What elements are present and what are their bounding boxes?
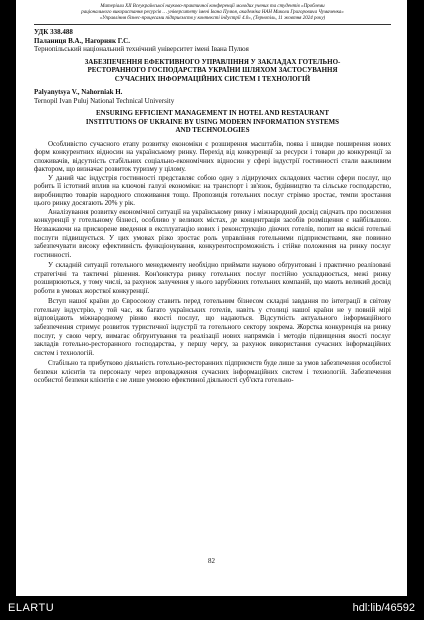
title-uk-line: СУЧАСНИХ ІНФОРМАЦІЙНИХ СИСТЕМ І ТЕХНОЛОГІЙ xyxy=(114,74,311,83)
title-en-line: ENSURING EFFICIENT MANAGEMENT IN HOTEL AND RESTAURANT xyxy=(96,109,329,117)
title-uk-line: РЕСТОРАННОГО ГОСПОДАРСТВА УКРАЇНИ ШЛЯХОМ ЗАСТОСУВАННЯ xyxy=(87,66,338,74)
title-en xyxy=(38,109,387,135)
affiliation-uk: Тернопільський національний технічний університет імені Івана Пулюя xyxy=(34,45,249,53)
body-paragraph: Стабільно та прибутково діяльність готельно-ресторанних підприємств буде лише за умов забезпечення особистої безпеки клієнтів та персоналу через впровадження сучасних інформаційних систем і технологій. Забезпечення особистої безпеки клієнтів є не лише умовою ефективної діяльності суб'єкта готельно- xyxy=(34,359,391,385)
paper-page xyxy=(16,0,407,596)
title-uk-line: ЗАБЕЗПЕЧЕННЯ ЕФЕКТИВНОГО УПРАВЛІННЯ У ЗАКЛАДАХ ГОТЕЛЬНО- xyxy=(84,57,341,66)
handle-identifier: hdl:lib/46592 xyxy=(352,602,415,614)
repository-footer xyxy=(0,596,424,620)
banner-line: Матеріали XII Всеукраїнської науково-практичної конференції молодих учених та студентів «Проблеми xyxy=(100,4,325,9)
conference-banner xyxy=(34,4,391,25)
banner-line: «Управління бізнес-процесами підприємств у контексті індустрії 4.0», (Тернопіль, 11 жовтня 2024 року) xyxy=(99,16,326,21)
repository-name: ELARTU xyxy=(8,602,55,614)
banner-line: раціонального використання ресурсів … університету імені Івана Пулюя, академіка НАН Миколи Григоровича Чумаченка» xyxy=(81,10,344,15)
affiliation-en: Ternopil Ivan Puluj National Technical University xyxy=(34,96,175,105)
body-paragraph: Аналізування розвитку економічної ситуації на українському ринку і міжнародний досвід свідчать про посилення конкуренції у готельному бізнесі, особливо у великих містах, де концентрація засобів розміщення є найбільшою. Незважаючи на прискорене введення в експлуатацію нових і реконструкцію діючих готелів, попит на якісні готельні послуги підвищується. У цих умовах різко зростає роль управління готельними підприємствами, яке повинно забезпечувати високу ефективність функціонування, конкурентоспроможність і стійке положення на ринку послуг гостинності. xyxy=(34,207,391,259)
body-paragraph: У даний час індустрія гостинності представляє собою одну з лідируючих складових частин сфери послуг, що робить її істотний вплив на ключові галузі економіки: на транспорт і зв'язок, будівництво та сільське господарство, виробництво товарів народного споживання тощо. Пропозиція готельних послуг стрімко зростає, темпи зростання цього ринку досягають 20% у рік. xyxy=(34,173,391,208)
body-paragraph: У складній ситуації готельного менеджменту необхідно приймати науково обґрунтовані і практично реалізовані стратегічні та тактичні рішення. Кон'юнктура ринку готельних послуг постійно ускладнюється, межі ринку розширюються, у тому числі, за рахунок залучення у нього зарубіжних готельних компаній, що мають великий досвід роботи в умовах жорсткої конкуренції. xyxy=(34,261,391,295)
body-paragraph: Особливістю сучасного етапу розвитку економіки є розширення масштабів, поява і швидке поширення нових форм конкурентних відносин на українському ринку. Перехід від конкуренції за ресурси і товари до конкуренції за споживачів, відсутність стабільних соціально-економічних відносин у сфері індустрії гостинності стали важливим фактором, що визначає розвиток туризму у цілому. xyxy=(34,139,391,174)
authors-en: Palyanytsya V., Nahorniak H. xyxy=(34,88,123,96)
title-uk xyxy=(38,58,387,84)
authors-uk: Паланиця В.А., Нагорняк Г.С. xyxy=(34,36,130,45)
page-number: 82 xyxy=(208,557,215,565)
body-paragraph: Вступ нашої країни до Євросоюзу ставить перед готельним бізнесом складні завдання по інтеграції в світову готельну індустрію, у той час, як багато українських готелів, навіть у столиці нашої країни не у повній мірі відповідають міжнародному рівню якості послуг, що надаються. Відсутність актуального інформаційного забезпечення стримує розвиток туристичної індустрії та готельного сектору зокрема. Жорстка конкуренція на ринку послуг, у свою чергу, вимагає обґрунтування та реалізації нових напрямків і методів підвищення якості послуг закладів готельно-ресторанного господарства, у першу чергу, за рахунок використання сучасних інформаційних систем і технологій. xyxy=(34,297,391,357)
title-en-line: INSTITUTIONS OF UKRAINE BY USING MODERN INFORMATION SYSTEMS xyxy=(85,117,340,126)
title-en-line: AND TECHNOLOGIES xyxy=(175,126,250,134)
udk-code: УДК 338.488 xyxy=(34,28,73,36)
